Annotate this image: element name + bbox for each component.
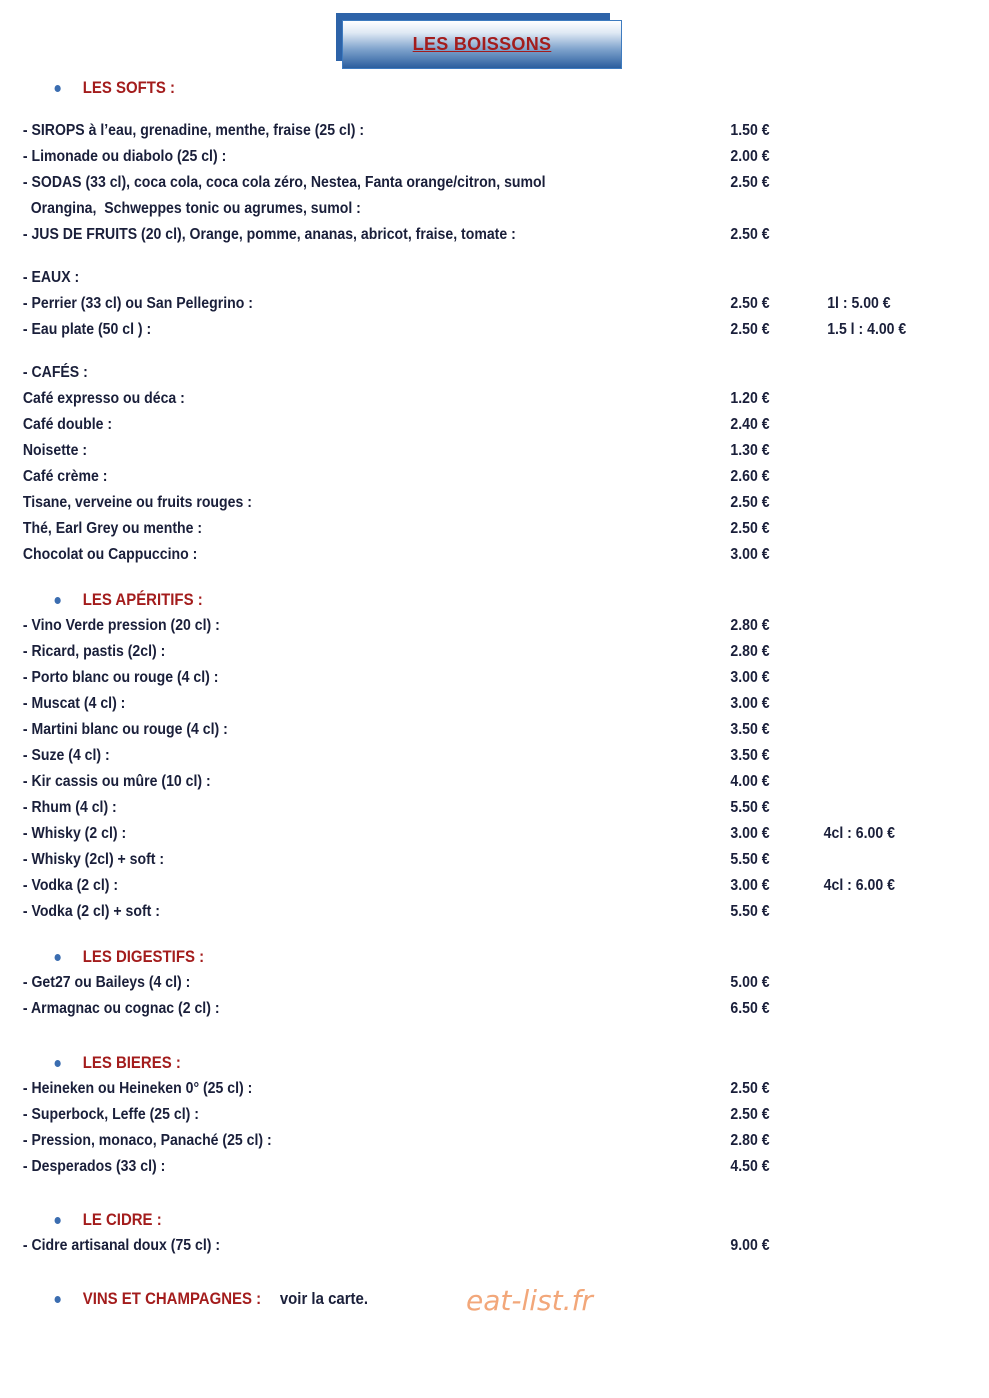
menu-item: [0, 196, 870, 222]
subsection-title: - CAFÉS :: [22, 364, 88, 381]
bullet-icon: [55, 1296, 61, 1303]
item-price: 6.50 €: [730, 1000, 770, 1017]
menu-item: [0, 118, 870, 144]
item-label: - Ricard, pastis (2cl) :: [22, 643, 166, 660]
item-price: 2.50 €: [730, 226, 770, 243]
item-price: 3.50 €: [730, 721, 770, 738]
bullet-icon: [55, 954, 61, 961]
menu-item: [0, 1076, 870, 1102]
item-price: 5.50 €: [730, 851, 770, 868]
item-label: Café crème :: [22, 468, 108, 485]
menu-item: [0, 1128, 870, 1154]
item-price: 2.50 €: [730, 321, 770, 338]
menu-item: [0, 222, 870, 248]
section-title: LES APÉRITIFS :: [82, 590, 203, 609]
item-label: Tisane, verveine ou fruits rouges :: [22, 494, 252, 511]
menu-item: [0, 542, 870, 568]
item-label: - Superbock, Leffe (25 cl) :: [22, 1106, 199, 1123]
subsection-title: - EAUX :: [22, 269, 80, 286]
item-price: 5.50 €: [730, 799, 770, 816]
item-label: - Perrier (33 cl) ou San Pellegrino :: [22, 295, 253, 312]
item-extra-price: 1l : 5.00 €: [827, 295, 891, 312]
menu-item: [0, 1233, 870, 1259]
menu-item: [0, 821, 895, 847]
item-price: 2.50 €: [730, 295, 770, 312]
item-price: 3.00 €: [730, 669, 770, 686]
item-price: 3.00 €: [730, 695, 770, 712]
menu-item: [0, 691, 870, 717]
menu-item: [0, 516, 870, 542]
menu-item: [0, 464, 870, 490]
item-price: 2.00 €: [730, 148, 770, 165]
item-price: 2.50 €: [730, 174, 770, 191]
item-price: 2.40 €: [730, 416, 770, 433]
item-label: - Vino Verde pression (20 cl) :: [22, 617, 220, 634]
item-label: - JUS DE FRUITS (20 cl), Orange, pomme, ananas, abricot, fraise, tomate :: [22, 226, 516, 243]
item-extra-price: 4cl : 6.00 €: [823, 877, 895, 894]
menu-item: [0, 438, 870, 464]
item-price: 2.50 €: [730, 520, 770, 537]
menu-item: [0, 665, 870, 691]
section-title: LE CIDRE :: [82, 1210, 162, 1229]
menu-item: [0, 847, 870, 873]
item-label: Café double :: [22, 416, 113, 433]
item-extra-price: 4cl : 6.00 €: [823, 825, 895, 842]
item-price: 9.00 €: [730, 1237, 770, 1254]
menu-item: [0, 1102, 870, 1128]
bullet-icon: [55, 1060, 61, 1067]
item-price: 2.50 €: [730, 1106, 770, 1123]
bullet-icon: [55, 1217, 61, 1224]
item-label: - Heineken ou Heineken 0° (25 cl) :: [22, 1080, 253, 1097]
page-title: LES BOISSONS: [412, 34, 552, 54]
bullet-icon: [55, 597, 61, 604]
section-softs: [0, 75, 870, 101]
menu-item: [0, 873, 895, 899]
item-price: 4.00 €: [730, 773, 770, 790]
item-label: - SIROPS à l’eau, grenadine, menthe, fraise (25 cl) :: [22, 122, 365, 139]
subsection-heading: [0, 265, 870, 291]
watermark-text: eat-list.fr: [466, 1284, 593, 1317]
item-label: - Kir cassis ou mûre (10 cl) :: [22, 773, 211, 790]
item-label: - Vodka (2 cl) :: [22, 877, 119, 894]
item-label: Café expresso ou déca :: [22, 390, 185, 407]
item-price: 3.00 €: [730, 546, 770, 563]
item-price: 2.80 €: [730, 643, 770, 660]
menu-item: [0, 996, 870, 1022]
item-price: 4.50 €: [730, 1158, 770, 1175]
item-price: 2.50 €: [730, 494, 770, 511]
item-price: 2.80 €: [730, 1132, 770, 1149]
menu-item: [0, 717, 870, 743]
section-title: VINS ET CHAMPAGNES :: [82, 1289, 262, 1308]
section-vins: [0, 1286, 870, 1312]
menu-item: [0, 970, 870, 996]
menu-item: [0, 144, 870, 170]
item-price: 2.50 €: [730, 1080, 770, 1097]
bullet-icon: [55, 85, 61, 92]
item-extra-price: 1.5 l : 4.00 €: [827, 321, 907, 338]
section-note: voir la carte.: [279, 1289, 368, 1308]
section-digestifs: [0, 944, 870, 970]
menu-item: [0, 291, 891, 317]
section-aperitifs: [0, 587, 870, 613]
menu-item: [0, 490, 870, 516]
menu-item: [0, 795, 870, 821]
menu-item: [0, 743, 870, 769]
item-price: 3.00 €: [730, 825, 770, 842]
item-price: 2.80 €: [730, 617, 770, 634]
item-price: 3.50 €: [730, 747, 770, 764]
item-price: 5.00 €: [730, 974, 770, 991]
item-label: - Armagnac ou cognac (2 cl) :: [22, 1000, 220, 1017]
item-label: - Suze (4 cl) :: [22, 747, 110, 764]
item-label: - Get27 ou Baileys (4 cl) :: [22, 974, 191, 991]
item-price: 2.60 €: [730, 468, 770, 485]
item-label: - SODAS (33 cl), coca cola, coca cola zéro, Nestea, Fanta orange/citron, sumol: [22, 174, 546, 191]
menu-item: [0, 639, 870, 665]
item-label: - Cidre artisanal doux (75 cl) :: [22, 1237, 221, 1254]
item-price: 3.00 €: [730, 877, 770, 894]
item-label: Noisette :: [22, 442, 88, 459]
item-label: - Whisky (2 cl) :: [22, 825, 127, 842]
item-label: - Vodka (2 cl) + soft :: [22, 903, 160, 920]
menu-item: [0, 1154, 870, 1180]
item-label: Thé, Earl Grey ou menthe :: [22, 520, 203, 537]
item-label: - Porto blanc ou rouge (4 cl) :: [22, 669, 219, 686]
section-title: LES SOFTS :: [82, 78, 175, 97]
item-label: - Whisky (2cl) + soft :: [22, 851, 165, 868]
menu-item: [0, 899, 870, 925]
item-label: - Limonade ou diabolo (25 cl) :: [22, 148, 227, 165]
section-cidre: [0, 1207, 870, 1233]
item-label: - Pression, monaco, Panaché (25 cl) :: [22, 1132, 272, 1149]
item-price: 1.20 €: [730, 390, 770, 407]
menu-item: [0, 613, 870, 639]
item-label: - Eau plate (50 cl ) :: [22, 321, 152, 338]
item-label: - Martini blanc ou rouge (4 cl) :: [22, 721, 228, 738]
item-label: Chocolat ou Cappuccino :: [22, 546, 198, 563]
subsection-heading: [0, 360, 870, 386]
menu-item: [0, 170, 870, 196]
menu-item: [0, 317, 907, 343]
section-title: LES BIERES :: [82, 1053, 181, 1072]
section-bieres: [0, 1050, 870, 1076]
item-label: Orangina, Schweppes tonic ou agrumes, sumol :: [22, 200, 361, 217]
item-price: 1.30 €: [730, 442, 770, 459]
item-label: - Muscat (4 cl) :: [22, 695, 126, 712]
section-title: LES DIGESTIFS :: [82, 947, 205, 966]
menu-item: [0, 769, 870, 795]
item-price: 1.50 €: [730, 122, 770, 139]
title-banner: [342, 20, 622, 69]
item-label: - Rhum (4 cl) :: [22, 799, 117, 816]
item-label: - Desperados (33 cl) :: [22, 1158, 166, 1175]
item-price: 5.50 €: [730, 903, 770, 920]
menu-item: [0, 386, 870, 412]
menu-item: [0, 412, 870, 438]
